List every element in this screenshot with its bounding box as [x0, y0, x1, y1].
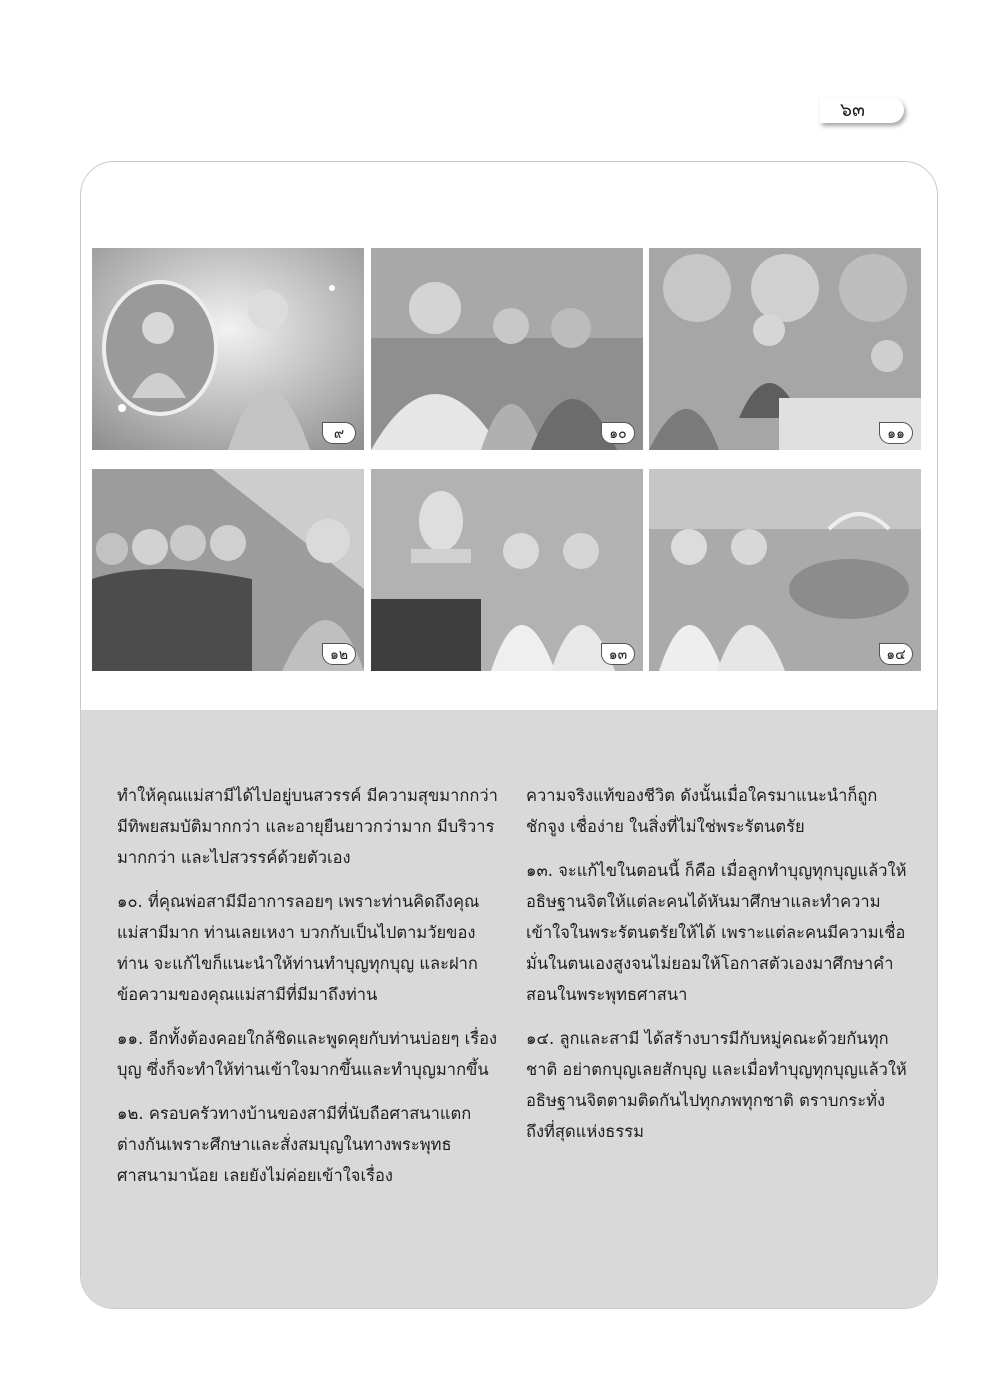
illustration-9-image	[92, 248, 364, 450]
panel-number-11: ๑๑	[879, 422, 913, 444]
illustration-11-image	[649, 248, 921, 450]
illustration-panel-13	[371, 469, 643, 671]
panel-number-14: ๑๔	[879, 643, 913, 665]
paragraph: ๑๐. ที่คุณพ่อสามีมีอาการลอยๆ เพราะท่านคิดถึงคุณแม่สามีมาก ท่านเลยเหงา บวกกับเป็นไปตามวัยของท่าน จะแก้ไขก็แนะนำให้ท่านทำบุญทุกบุญ และฝากข้อความของคุณแม่สามีที่มีมาถึงท่าน	[117, 892, 480, 1004]
page-number: ๖๓	[820, 97, 904, 123]
illustration-panel-10	[371, 248, 643, 450]
right-text-column	[526, 780, 908, 1160]
paragraph: ๑๑. อีกทั้งต้องคอยใกล้ชิดและพูดคุยกับท่านบ่อยๆ เรื่องบุญ ซึ่งก็จะทำให้ท่านเข้าใจมากขึ้นและทำบุญมากขึ้น	[117, 1029, 498, 1079]
paragraph: ๑๒. ครอบครัวทางบ้านของสามีที่นับถือศาสนาแตกต่างกันเพราะศึกษาและสั่งสมบุญในทางพระพุทธศาสนามาน้อย เลยยังไม่ค่อยเข้าใจเรื่อง	[117, 1104, 472, 1185]
paragraph: ๑๓. จะแก้ไขในตอนนี้ ก็คือ เมื่อลูกทำบุญทุกบุญแล้วให้อธิษฐานจิตให้แต่ละคนได้หันมาศึกษาและทำความเข้าใจในพระรัตนตรัยให้ได้ เพราะแต่ละคนมีความเชื่อมั่นในตนเองสูงจนไม่ยอมให้โอกาสตัวเองมาศึกษาคำสอนในพระพุทธศาสนา	[526, 861, 907, 1004]
panel-number-9: ๙	[322, 422, 356, 444]
illustration-12-image	[92, 469, 364, 671]
panel-number-12: ๑๒	[322, 643, 356, 665]
panel-number-10: ๑๐	[601, 422, 635, 444]
paragraph: ๑๔. ลูกและสามี ได้สร้างบารมีกับหมู่คณะด้วยกันทุกชาติ อย่าตกบุญเลยสักบุญ และเมื่อทำบุญทุกบุญแล้วให้อธิษฐานจิตตามติดกันไปทุกภพทุกชาติ ตราบกระทั่งถึงที่สุดแห่งธรรม	[526, 1029, 907, 1141]
illustration-panel-11	[649, 248, 921, 450]
left-text-column	[117, 780, 499, 1204]
paragraph: ความจริงแท้ของชีวิต ดังนั้นเมื่อใครมาแนะนำก็ถูกชักจูง เชื่อง่าย ในสิ่งที่ไม่ใช่พระรัตนตรัย	[526, 786, 878, 836]
illustration-14-image	[649, 469, 921, 671]
panel-number-13: ๑๓	[601, 643, 635, 665]
paragraph: ทำให้คุณแม่สามีได้ไปอยู่บนสวรรค์ มีความสุขมากกว่า มีทิพยสมบัติมากกว่า และอายุยืนยาวกว่ามาก มีบริวารมากกว่า และไปสวรรค์ด้วยตัวเอง	[117, 786, 498, 867]
illustration-10-image	[371, 248, 643, 450]
illustration-13-image	[371, 469, 643, 671]
illustration-panel-9	[92, 248, 364, 450]
illustration-panel-12	[92, 469, 364, 671]
illustration-panel-14	[649, 469, 921, 671]
